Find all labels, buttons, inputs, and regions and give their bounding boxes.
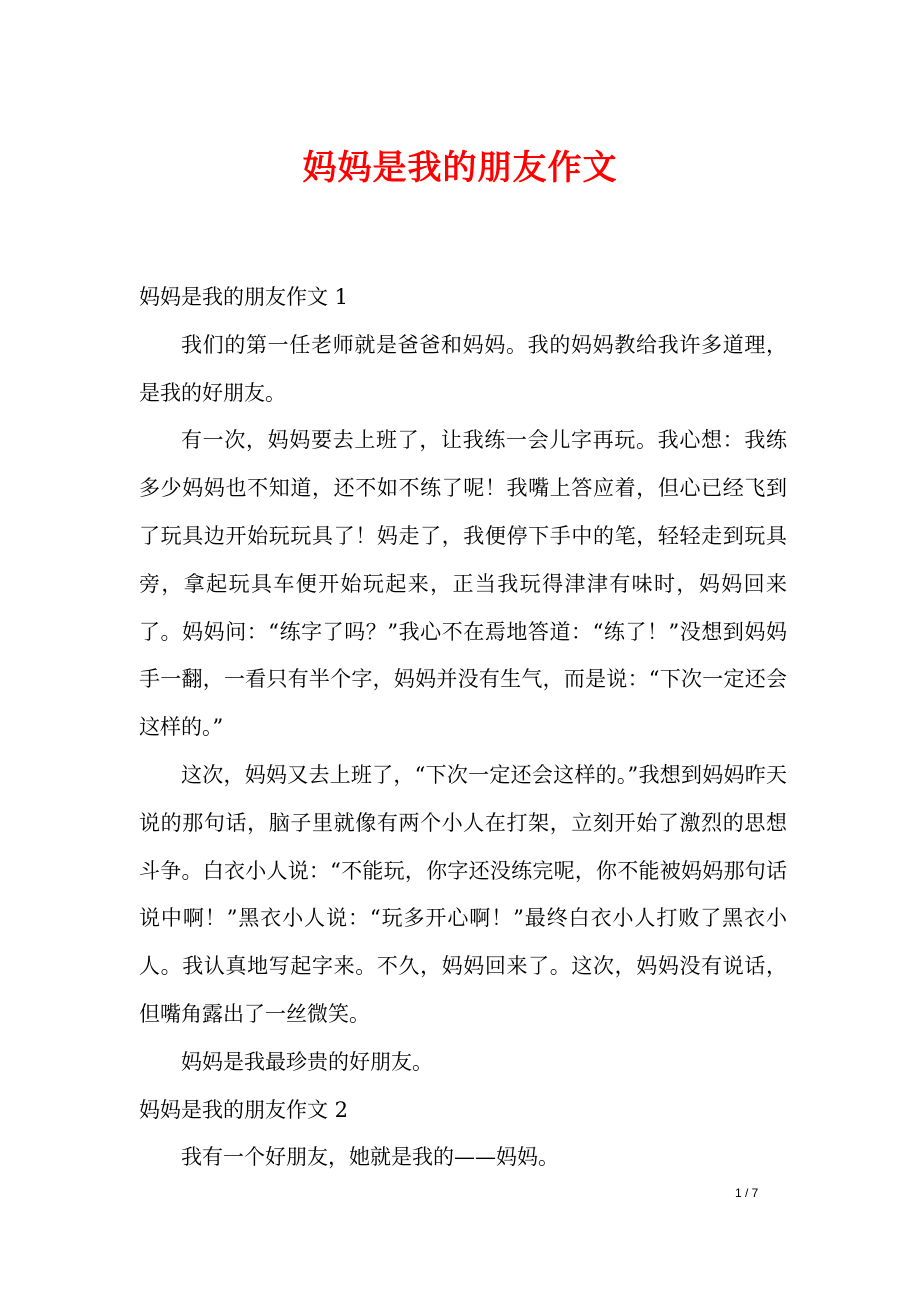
document-title: 妈妈是我的朋友作文 xyxy=(302,148,618,188)
paragraph: 妈妈是我最珍贵的好朋友。 xyxy=(181,1049,433,1074)
paragraph: 我们的第一任老师就是爸爸和妈妈。我的妈妈教给我许多道理，是我的好朋友。 xyxy=(139,332,787,405)
paragraph: 这次，妈妈又去上班了，“下次一定还会这样的。”我想到妈妈昨天说的那句话，脑子里就像有两个小人在打架，立刻开始了激烈的思想斗争。白衣小人说：“不能玩，你字还没练完呢，你不能被妈妈那句话说中啊！”黑衣小人说：“玩多开心啊！”最终白衣小人打败了黑衣小人。我认真地写起字来。不久，妈妈回来了。这次，妈妈没有说话，但嘴角露出了一丝微笑。 xyxy=(139,762,787,1026)
section-heading-2: 妈妈是我的朋友作文 2 xyxy=(139,1097,349,1122)
paragraph: 我有一个好朋友，她就是我的——妈妈。 xyxy=(181,1145,559,1170)
section-heading-1: 妈妈是我的朋友作文 1 xyxy=(139,285,349,309)
page-number: 1 / 7 xyxy=(735,1186,759,1200)
paragraph: 有一次，妈妈要去上班了，让我练一会儿字再玩。我心想：我练多少妈妈也不知道，还不如不练了呢！我嘴上答应着，但心已经飞到了玩具边开始玩玩具了！妈走了，我便停下手中的笔，轻轻走到玩具旁，拿起玩具车便开始玩起来，正当我玩得津津有味时，妈妈回来了。妈妈问：“练字了吗？”我心不在焉地答道：“练了！”没想到妈妈手一翻，一看只有半个字，妈妈并没有生气，而是说：“下次一定还会这样的。” xyxy=(139,428,787,740)
document-body xyxy=(139,274,787,1182)
